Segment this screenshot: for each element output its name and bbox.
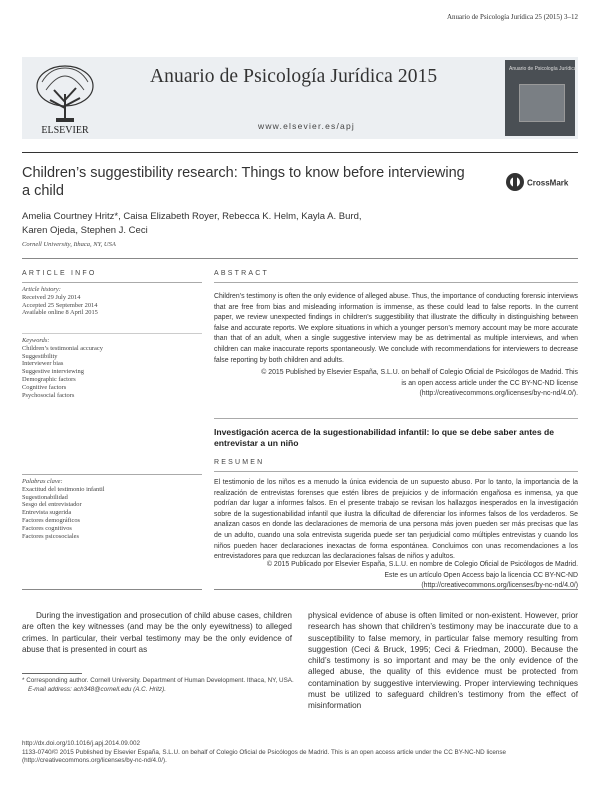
crossmark-icon[interactable]: [505, 172, 577, 192]
keywords: [22, 337, 202, 399]
spanish-title: Investigación acerca de la sugestionabilidad infantil: lo que se debe saber antes de entrevistar a un niño: [214, 427, 555, 448]
history-label: Article history:: [22, 286, 61, 293]
palabra-item: Sesgo del entrevistador: [22, 501, 82, 509]
copyright-line: © 2015 Published by Elsevier España, S.L.U. on behalf of Colegio Oficial de Psicólogos de Madrid. This: [261, 369, 578, 376]
history-line: Available online 8 April 2015: [22, 309, 98, 317]
resumen-end-rule: [214, 589, 578, 590]
elsevier-tree-logo: [26, 60, 104, 136]
publication-footer: [22, 740, 578, 766]
article-info-heading: ARTICLE INFO: [22, 270, 97, 277]
palabras-label: Palabras clave:: [22, 478, 63, 485]
authors-line-1: Amelia Courtney Hritz*, Caisa Elizabeth Royer, Rebecca K. Helm, Kayla A. Burd,: [22, 211, 362, 222]
article-title: Children’s suggestibility research: Things to know before interviewing a child: [22, 165, 465, 199]
keyword-item: Cognitive factors: [22, 383, 67, 391]
cover-title: Anuario de Psicología Jurídica: [509, 66, 577, 72]
palabras-rule: [22, 474, 202, 475]
article-info-end-rule: [22, 589, 202, 590]
header-divider: [22, 152, 578, 153]
journal-url[interactable]: www.elsevier.es/apj: [258, 121, 355, 131]
abstract-copyright: [214, 368, 578, 400]
keyword-item: Suggestibility: [22, 352, 58, 360]
doi-link[interactable]: http://dx.doi.org/10.1016/j.apj.2014.09.002: [22, 740, 140, 747]
body-text-left: During the investigation and prosecution of child abuse cases, children are often the key witnesses (and may be the only eyewitness) to alleged crimes. In particular, their verbal testimony may be the only evidence of abuse that is presented in court as: [22, 611, 292, 654]
journal-title: Anuario de Psicología Jurídica 2015: [150, 66, 438, 87]
copyright-line: Este es un artículo Open Access bajo la licencia CC BY-NC-ND: [384, 571, 578, 579]
journal-reference: Anuario de Psicología Jurídica 25 (2015) 3–12: [446, 13, 578, 21]
palabra-item: Sugestionabilidad: [22, 493, 68, 501]
palabra-item: Entrevista sugerida: [22, 509, 72, 517]
abstract-rule: [214, 282, 578, 283]
palabra-item: Exactitud del testimonio infantil: [22, 485, 105, 493]
resumen-rule: [214, 471, 578, 472]
keyword-item: Demographic factors: [22, 375, 76, 383]
crossmark-label: CrossMark: [527, 178, 569, 188]
footnote-corresponding: * Corresponding author. Cornell University. Department of Human Development. Ithaca, NY, USA.: [22, 677, 294, 684]
resumen-text: El testimonio de los niños es a menudo la única evidencia de un supuesto abuso. Por lo tanto, la importancia de la realización de entrevistas forenses que estén libres de prejuicios y de información engañosa es inmensa, ya que podrían dar lugar a informes falsos. En el presente trabajo se revisan los hallazgos inesperados en la investigación sobre de la sugestionabilidad infantil que ilustra la dificultad de diferenciar los informes falsos de los verdaderos. Se analizan casos en donde las declaraciones de memoria de una persona más joven pueden ser más precisas que las de un adulto, cuando una sola entrevista sugerida puede ser tan perjudicial como múltiples entrevistas y cuando los niños pueden hacer declaraciones inexactas de forma espontánea. Concluimos con unas recomendaciones a los entrevistadores para que reduzcan las declaraciones falsas de niños y adultos.: [214, 479, 578, 561]
resumen-heading: RESUMEN: [214, 459, 265, 466]
history-line: Accepted 25 September 2014: [22, 301, 98, 309]
footnote-email: E-mail address: ach348@cornell.edu (A.C. Hritz).: [28, 685, 166, 693]
copyright-license-link[interactable]: (http://creativecommons.org/licenses/by-nc-nd/4.0/): [421, 582, 578, 590]
copyright-line: © 2015 Publicado por Elsevier España, S.L.U. en nombre de Colegio Oficial de Psicólogos de Madrid.: [266, 561, 578, 568]
article-info-rule: [22, 282, 202, 283]
authors: [22, 210, 462, 238]
palabra-item: Factores demográficos: [22, 516, 81, 524]
article-history: [22, 286, 202, 317]
issn-line: 1133-0740/© 2015 Published by Elsevier España, S.L.U. on behalf of Colegio Oficial de Psicólogos de Madrid. This is an open access article under the CC BY-NC-ND license: [22, 748, 507, 756]
body-text-right: physical evidence of abuse is often limited or non-existent. However, prior research has shown that children’s testimony may be inaccurate due to a susceptibility to false memory, in particular false memory resulting from suggestion (Ceci & Bruck, 1995; Ceci & Friedman, 2000). Because the child’s testimony is so important and may be the only evidence of the alleged abuse, the quality of this evidence must be protected from contamination by suggestive interviewing. Proper interviewing techniques must be utilized to safeguard children’s testimony from the effect of misinformation: [308, 611, 578, 711]
footnote: [22, 677, 302, 694]
keyword-item: Suggestive interviewing: [22, 368, 84, 376]
footnote-rule: [22, 673, 82, 674]
palabra-item: Factores cognitivos: [22, 524, 72, 532]
keyword-item: Interviewer bias: [22, 360, 64, 368]
elsevier-wordmark: ELSEVIER: [41, 125, 89, 136]
keywords-rule: [22, 333, 202, 334]
section-divider: [22, 258, 578, 259]
resumen-copyright: [214, 560, 578, 592]
affiliation: Cornell University, Ithaca, NY, USA: [22, 241, 116, 248]
palabra-item: Factores psicosociales: [22, 532, 79, 540]
abstract-end-rule: [214, 418, 578, 419]
palabras-clave: [22, 478, 202, 540]
copyright-line: is an open access article under the CC BY-NC-ND license: [401, 379, 578, 387]
license-link[interactable]: (http://creativecommons.org/licenses/by-nc-nd/4.0/).: [22, 757, 167, 765]
copyright-license-link[interactable]: (http://creativecommons.org/licenses/by-nc-nd/4.0/).: [419, 390, 578, 398]
keyword-item: Psychosocial factors: [22, 391, 75, 399]
authors-line-2: Karen Ojeda, Stephen J. Ceci: [22, 225, 148, 236]
history-line: Received 29 July 2014: [22, 293, 81, 301]
cover-image: [519, 84, 565, 122]
abstract-heading: ABSTRACT: [214, 270, 269, 277]
keywords-label: Keywords:: [22, 337, 50, 344]
abstract-text: Children’s testimony is often the only evidence of alleged abuse. Thus, the importance of conducting forensic interviews that are free from bias and misleading information is immense, as these could lead to false reports. In the current paper, we review unexpected findings in children’s suggestibility that illustrate the difficulty in distinguishing between false and accurate reports. We explore situations in which a younger person’s memory account may be more accurate than that of an adult, when a single suggestive interview may be as detrimental as multiple interviews, and when children can make inaccurate reports spontaneously. We conclude with recommendations for interviewers to decrease false reporting by both children and adults.: [214, 293, 579, 364]
keyword-item: Children’s testimonial accuracy: [22, 344, 103, 352]
